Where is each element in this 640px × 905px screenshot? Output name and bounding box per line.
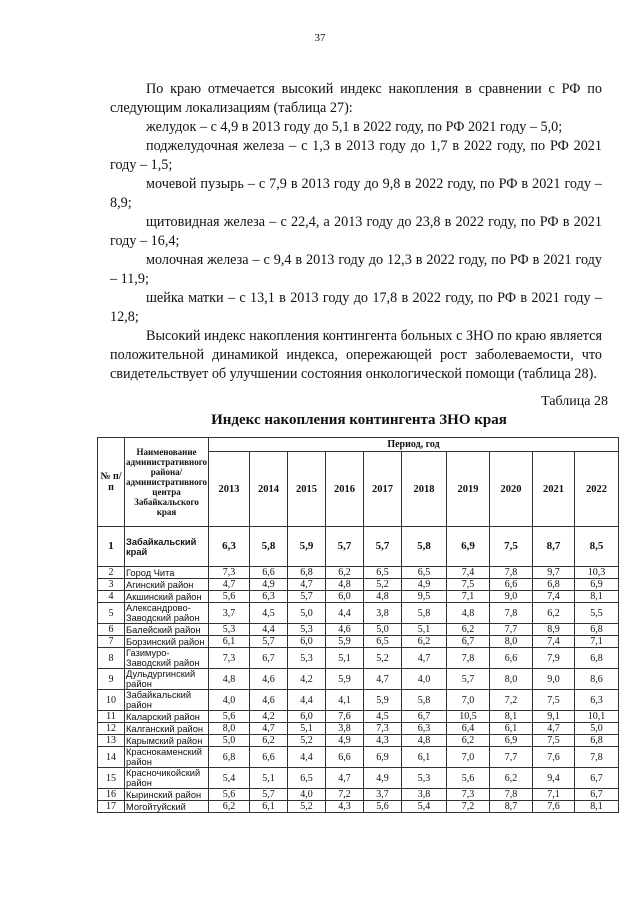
row-name: Забайкальский район — [125, 690, 209, 711]
value-cell: 7,4 — [447, 567, 490, 579]
value-cell: 7,1 — [575, 636, 619, 648]
value-cell: 6,5 — [364, 636, 402, 648]
row-name: Александрово-Заводский район — [125, 603, 209, 624]
row-name: Борзинский район — [125, 636, 209, 648]
value-cell: 8,9 — [533, 624, 575, 636]
table-row — [98, 579, 619, 591]
value-cell: 8,1 — [490, 711, 533, 723]
page-number: 37 — [314, 32, 326, 44]
value-cell: 7,5 — [447, 579, 490, 591]
value-cell: 7,9 — [533, 648, 575, 669]
value-cell: 5,2 — [364, 579, 402, 591]
value-cell: 4,9 — [402, 579, 447, 591]
value-cell: 7,1 — [447, 591, 490, 603]
header-number: № п/п — [98, 438, 125, 527]
header-year: 2017 — [364, 452, 402, 527]
value-cell: 7,0 — [447, 747, 490, 768]
row-number: 3 — [98, 579, 125, 591]
value-cell: 7,3 — [447, 789, 490, 801]
value-cell: 6,6 — [490, 579, 533, 591]
value-cell: 6,1 — [209, 636, 250, 648]
value-cell: 6,6 — [250, 567, 288, 579]
row-name: Кыринский район — [125, 789, 209, 801]
value-cell: 5,2 — [288, 801, 326, 813]
value-cell: 5,7 — [250, 636, 288, 648]
value-cell: 4,8 — [447, 603, 490, 624]
value-cell: 6,1 — [490, 723, 533, 735]
value-cell: 4,5 — [364, 711, 402, 723]
value-cell: 6,1 — [402, 747, 447, 768]
row-name: Агинский район — [125, 579, 209, 591]
value-cell: 4,7 — [250, 723, 288, 735]
value-cell: 3,7 — [209, 603, 250, 624]
value-cell: 5,6 — [209, 591, 250, 603]
value-cell: 4,6 — [326, 624, 364, 636]
value-cell: 7,1 — [533, 789, 575, 801]
row-name: Дульдургинский район — [125, 669, 209, 690]
value-cell: 5,1 — [288, 723, 326, 735]
value-cell: 7,3 — [209, 567, 250, 579]
row-name: Красночикойский район — [125, 768, 209, 789]
value-cell: 6,7 — [402, 711, 447, 723]
value-cell: 5,2 — [364, 648, 402, 669]
value-cell: 5,6 — [447, 768, 490, 789]
table-row — [98, 527, 619, 567]
value-cell: 6,2 — [533, 603, 575, 624]
value-cell: 7,4 — [533, 591, 575, 603]
value-cell: 5,1 — [402, 624, 447, 636]
value-cell: 3,8 — [402, 789, 447, 801]
table-label: Таблица 28 — [541, 394, 608, 409]
value-cell: 4,7 — [402, 648, 447, 669]
value-cell: 7,7 — [490, 624, 533, 636]
value-cell: 5,4 — [209, 768, 250, 789]
value-cell: 5,8 — [402, 603, 447, 624]
row-number: 13 — [98, 735, 125, 747]
value-cell: 9,7 — [533, 567, 575, 579]
value-cell: 5,7 — [364, 527, 402, 567]
value-cell: 6,8 — [209, 747, 250, 768]
value-cell: 5,7 — [250, 789, 288, 801]
value-cell: 8,6 — [575, 669, 619, 690]
value-cell: 5,9 — [288, 527, 326, 567]
row-name: Могойтуйский — [125, 801, 209, 813]
table-row — [98, 711, 619, 723]
value-cell: 6,3 — [402, 723, 447, 735]
row-number: 16 — [98, 789, 125, 801]
header-year: 2022 — [575, 452, 619, 527]
value-cell: 4,6 — [250, 669, 288, 690]
header-year: 2013 — [209, 452, 250, 527]
value-cell: 7,8 — [490, 789, 533, 801]
header-year: 2015 — [288, 452, 326, 527]
value-cell: 5,8 — [402, 690, 447, 711]
value-cell: 5,5 — [575, 603, 619, 624]
value-cell: 6,2 — [326, 567, 364, 579]
value-cell: 4,4 — [326, 603, 364, 624]
value-cell: 5,3 — [288, 624, 326, 636]
value-cell: 7,3 — [209, 648, 250, 669]
value-cell: 6,7 — [575, 768, 619, 789]
value-cell: 6,6 — [326, 747, 364, 768]
value-cell: 5,9 — [364, 690, 402, 711]
value-cell: 6,2 — [447, 735, 490, 747]
value-cell: 7,3 — [364, 723, 402, 735]
row-name: Балейский район — [125, 624, 209, 636]
table-row — [98, 789, 619, 801]
value-cell: 7,5 — [533, 735, 575, 747]
value-cell: 7,2 — [326, 789, 364, 801]
value-cell: 7,8 — [575, 747, 619, 768]
value-cell: 7,5 — [533, 690, 575, 711]
value-cell: 6,2 — [402, 636, 447, 648]
value-cell: 4,2 — [288, 669, 326, 690]
value-cell: 5,4 — [402, 801, 447, 813]
value-cell: 6,8 — [288, 567, 326, 579]
value-cell: 4,8 — [402, 735, 447, 747]
value-cell: 6,5 — [402, 567, 447, 579]
table-row — [98, 603, 619, 624]
value-cell: 5,0 — [209, 735, 250, 747]
value-cell: 6,2 — [209, 801, 250, 813]
value-cell: 5,3 — [209, 624, 250, 636]
value-cell: 9,1 — [533, 711, 575, 723]
value-cell: 5,1 — [326, 648, 364, 669]
value-cell: 7,2 — [447, 801, 490, 813]
value-cell: 7,7 — [490, 747, 533, 768]
value-cell: 6,7 — [250, 648, 288, 669]
value-cell: 7,4 — [533, 636, 575, 648]
row-number: 11 — [98, 711, 125, 723]
value-cell: 8,1 — [575, 591, 619, 603]
row-number: 1 — [98, 527, 125, 567]
row-name: Краснокаменский район — [125, 747, 209, 768]
value-cell: 6,9 — [575, 579, 619, 591]
value-cell: 6,9 — [364, 747, 402, 768]
paragraph-intro: По краю отмечается высокий индекс накопления в сравнении с РФ по следующим локализациям (таблица 27): — [110, 81, 602, 116]
value-cell: 6,2 — [490, 768, 533, 789]
value-cell: 9,0 — [533, 669, 575, 690]
value-cell: 4,9 — [326, 735, 364, 747]
value-cell: 6,5 — [288, 768, 326, 789]
value-cell: 5,3 — [288, 648, 326, 669]
header-year: 2014 — [250, 452, 288, 527]
value-cell: 7,2 — [490, 690, 533, 711]
value-cell: 4,4 — [288, 690, 326, 711]
value-cell: 5,9 — [326, 636, 364, 648]
value-cell: 6,2 — [250, 735, 288, 747]
value-cell: 10,1 — [575, 711, 619, 723]
value-cell: 5,3 — [402, 768, 447, 789]
value-cell: 7,8 — [490, 603, 533, 624]
value-cell: 10,3 — [575, 567, 619, 579]
value-cell: 4,7 — [326, 768, 364, 789]
value-cell: 6,6 — [490, 648, 533, 669]
row-name: Калганский район — [125, 723, 209, 735]
value-cell: 4,0 — [288, 789, 326, 801]
header-year: 2018 — [402, 452, 447, 527]
table-row — [98, 636, 619, 648]
value-cell: 5,8 — [402, 527, 447, 567]
value-cell: 8,0 — [209, 723, 250, 735]
row-number: 6 — [98, 624, 125, 636]
value-cell: 6,7 — [575, 789, 619, 801]
paragraph-breast: молочная железа – с 9,4 в 2013 году до 12,3 в 2022 году, по РФ в 2021 году – 11,9; — [110, 252, 602, 287]
value-cell: 4,9 — [250, 579, 288, 591]
paragraph-cervix: шейка матки – с 13,1 в 2013 году до 17,8 в 2022 году, по РФ в 2021 году – 12,8; — [110, 290, 602, 325]
table-row — [98, 801, 619, 813]
value-cell: 5,1 — [250, 768, 288, 789]
value-cell: 6,1 — [250, 801, 288, 813]
header-year: 2021 — [533, 452, 575, 527]
header-year: 2020 — [490, 452, 533, 527]
value-cell: 4,7 — [364, 669, 402, 690]
value-cell: 5,7 — [447, 669, 490, 690]
table-row — [98, 648, 619, 669]
value-cell: 4,7 — [209, 579, 250, 591]
row-name: Газимуро-Заводский район — [125, 648, 209, 669]
table-row — [98, 624, 619, 636]
value-cell: 4,8 — [209, 669, 250, 690]
value-cell: 6,8 — [533, 579, 575, 591]
value-cell: 6,0 — [288, 636, 326, 648]
value-cell: 4,0 — [402, 669, 447, 690]
value-cell: 9,5 — [402, 591, 447, 603]
table-row — [98, 591, 619, 603]
row-number: 17 — [98, 801, 125, 813]
value-cell: 5,0 — [364, 624, 402, 636]
value-cell: 5,6 — [209, 789, 250, 801]
value-cell: 6,4 — [447, 723, 490, 735]
row-number: 8 — [98, 648, 125, 669]
paragraph-stomach: желудок – с 4,9 в 2013 году до 5,1 в 2022 году, по РФ 2021 году – 5,0; — [146, 119, 563, 135]
table-row — [98, 747, 619, 768]
value-cell: 4,7 — [533, 723, 575, 735]
value-cell: 7,8 — [447, 648, 490, 669]
row-name: Город Чита — [125, 567, 209, 579]
row-number: 4 — [98, 591, 125, 603]
value-cell: 5,7 — [288, 591, 326, 603]
value-cell: 6,8 — [575, 648, 619, 669]
row-number: 10 — [98, 690, 125, 711]
value-cell: 6,9 — [490, 735, 533, 747]
value-cell: 4,4 — [250, 624, 288, 636]
value-cell: 4,8 — [326, 579, 364, 591]
value-cell: 4,9 — [364, 768, 402, 789]
row-name: Акшинский район — [125, 591, 209, 603]
value-cell: 3,8 — [326, 723, 364, 735]
row-number: 14 — [98, 747, 125, 768]
value-cell: 4,4 — [288, 747, 326, 768]
accumulation-index-table — [97, 437, 619, 813]
value-cell: 5,9 — [326, 669, 364, 690]
value-cell: 6,6 — [250, 747, 288, 768]
table-title: Индекс накопления контингента ЗНО края — [211, 412, 507, 428]
value-cell: 6,3 — [209, 527, 250, 567]
value-cell: 3,8 — [364, 603, 402, 624]
value-cell: 5,0 — [575, 723, 619, 735]
value-cell: 10,5 — [447, 711, 490, 723]
value-cell: 8,1 — [575, 801, 619, 813]
value-cell: 7,5 — [490, 527, 533, 567]
value-cell: 7,6 — [533, 801, 575, 813]
value-cell: 6,8 — [575, 735, 619, 747]
value-cell: 8,0 — [490, 669, 533, 690]
value-cell: 5,0 — [288, 603, 326, 624]
paragraph-pancreas: поджелудочная железа – с 1,3 в 2013 году до 1,7 в 2022 году, по РФ 2021 году – 1,5; — [110, 138, 602, 173]
value-cell: 6,0 — [326, 591, 364, 603]
value-cell: 6,3 — [575, 690, 619, 711]
table-row — [98, 690, 619, 711]
value-cell: 4,5 — [250, 603, 288, 624]
value-cell: 9,0 — [490, 591, 533, 603]
table-row — [98, 723, 619, 735]
table-row — [98, 768, 619, 789]
value-cell: 4,1 — [326, 690, 364, 711]
value-cell: 8,7 — [490, 801, 533, 813]
value-cell: 6,7 — [447, 636, 490, 648]
value-cell: 7,6 — [326, 711, 364, 723]
value-cell: 8,7 — [533, 527, 575, 567]
value-cell: 4,3 — [326, 801, 364, 813]
header-year: 2016 — [326, 452, 364, 527]
value-cell: 6,2 — [447, 624, 490, 636]
value-cell: 5,2 — [288, 735, 326, 747]
value-cell: 8,5 — [575, 527, 619, 567]
paragraph-bladder: мочевой пузырь – с 7,9 в 2013 году до 9,8 в 2022 году, по РФ в 2021 году – 8,9; — [110, 176, 602, 211]
value-cell: 6,8 — [575, 624, 619, 636]
value-cell: 4,2 — [250, 711, 288, 723]
row-name: Забайкальский край — [125, 527, 209, 567]
value-cell: 6,0 — [288, 711, 326, 723]
paragraph-thyroid: щитовидная железа – с 22,4, а 2013 году до 23,8 в 2022 году, по РФ в 2021 году – 16,4; — [110, 214, 602, 249]
header-year: 2019 — [447, 452, 490, 527]
value-cell: 4,3 — [364, 735, 402, 747]
value-cell: 4,8 — [364, 591, 402, 603]
row-number: 2 — [98, 567, 125, 579]
row-name: Карымский район — [125, 735, 209, 747]
value-cell: 6,9 — [447, 527, 490, 567]
value-cell: 5,8 — [250, 527, 288, 567]
value-cell: 3,7 — [364, 789, 402, 801]
paragraph-conclusion: Высокий индекс накопления контингента больных с ЗНО по краю является положительной динамикой индекса, опережающей рост заболеваемости, что свидетельствует об улучшении состояния онкологической помощи (таблица 28). — [110, 328, 602, 382]
table-row — [98, 567, 619, 579]
table-row — [98, 669, 619, 690]
row-number: 7 — [98, 636, 125, 648]
row-number: 12 — [98, 723, 125, 735]
row-number: 15 — [98, 768, 125, 789]
value-cell: 5,6 — [209, 711, 250, 723]
value-cell: 7,8 — [490, 567, 533, 579]
row-name: Каларский район — [125, 711, 209, 723]
table-row — [98, 735, 619, 747]
row-number: 9 — [98, 669, 125, 690]
value-cell: 5,7 — [326, 527, 364, 567]
value-cell: 6,5 — [364, 567, 402, 579]
value-cell: 8,0 — [490, 636, 533, 648]
header-period: Период, год — [209, 438, 619, 452]
header-name: Наименование административного района/ административного центра Забайкальского края — [125, 438, 209, 527]
value-cell: 4,0 — [209, 690, 250, 711]
value-cell: 9,4 — [533, 768, 575, 789]
value-cell: 4,6 — [250, 690, 288, 711]
value-cell: 6,3 — [250, 591, 288, 603]
value-cell: 7,0 — [447, 690, 490, 711]
value-cell: 7,6 — [533, 747, 575, 768]
value-cell: 4,7 — [288, 579, 326, 591]
row-number: 5 — [98, 603, 125, 624]
value-cell: 5,6 — [364, 801, 402, 813]
